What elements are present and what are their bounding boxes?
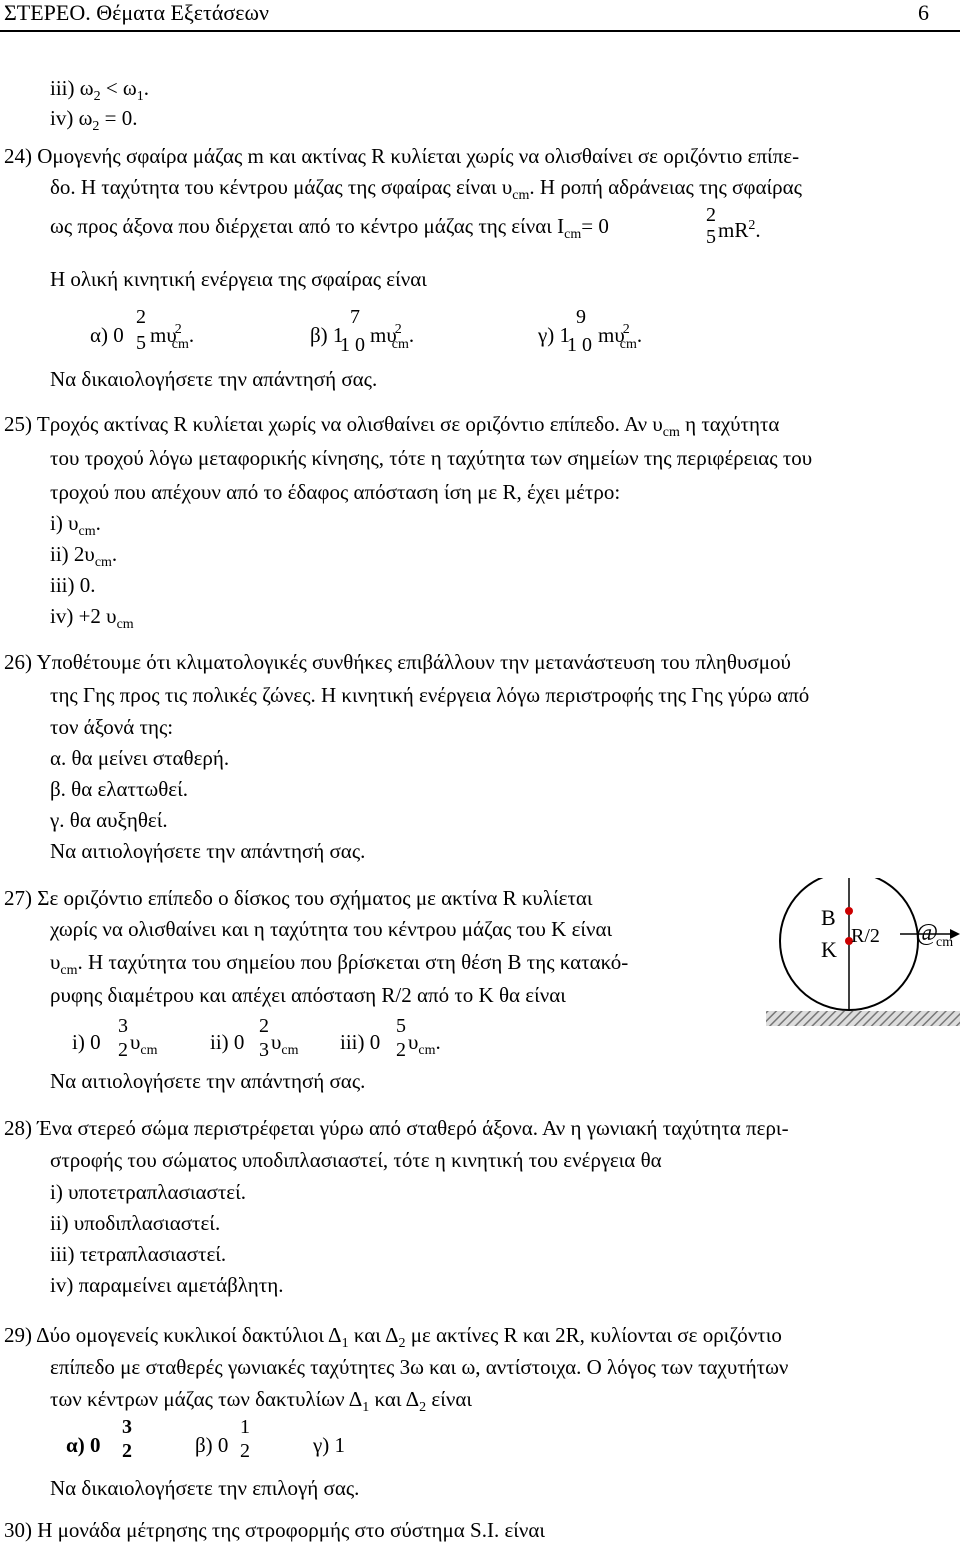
q24-option-b: β) 1 xyxy=(310,323,344,347)
q27-disc-figure xyxy=(764,878,960,1026)
q25-line-3: τροχού που απέχουν από το έδαφος απόσταση ίση με R, έχει μέτρο: xyxy=(50,480,621,504)
q28-line-2: στροφής του σώματος υποδιπλασιαστεί, τότε η κινητική του ενέργεια θα xyxy=(50,1148,662,1172)
q27-iii-tail: $\upsilon_{cm}$. xyxy=(408,1030,441,1059)
q24-b-den: 1 0 xyxy=(340,334,365,356)
q27-line-2: χωρίς να ολισθαίνει και η ταχύτητα του κέντρου μάζας του Κ είναι xyxy=(50,917,613,941)
q27-line-4: ρυφης διαμέτρου και απέχει απόσταση R/2 από το Κ θα είναι xyxy=(50,983,566,1007)
q28-option-iii: iii) τετραπλασιαστεί. xyxy=(50,1242,227,1266)
q24-frac-den-5: 5 xyxy=(706,226,716,248)
q28-line-1: 28) Ένα στερεό σώμα περιστρέφεται γύρω από σταθερό άξονα. Αν η γωνιακή ταχύτητα περι- xyxy=(4,1116,789,1140)
page-number: 6 xyxy=(918,0,929,25)
q24-a-den: 5 xyxy=(136,332,146,354)
q29-line-2: επίπεδο με σταθερές γωνιακές ταχύτητες 3ω και ω, αντίστοιχα. Ο λόγος των ταχυτήτων xyxy=(50,1355,789,1379)
q24-c-num: 9 xyxy=(576,306,586,328)
q27-option-ii: ii) 0 xyxy=(210,1030,245,1054)
q27-ii-tail: $\upsilon_{cm}$ xyxy=(271,1030,299,1059)
label-velocity-symbol: @ xyxy=(916,920,939,946)
q24-line-4: Η ολική κινητική ενέργεια της σφαίρας είναι xyxy=(50,267,427,291)
ground-surface xyxy=(766,1011,960,1026)
page-header-title: ΣΤΕΡΕΟ. Θέματα Εξετάσεων xyxy=(4,0,269,25)
q28-option-iv: iv) παραμείνει αμετάβλητη. xyxy=(50,1273,284,1297)
q25-option-i: i) $\upsilon_{cm}$. xyxy=(50,511,101,540)
q29-a-den: 2 xyxy=(122,1440,132,1462)
q27-i-tail: $\upsilon_{cm}$ xyxy=(130,1030,158,1059)
q25-option-ii: ii) $2\upsilon_{cm}$. xyxy=(50,542,118,571)
q29-option-b: β) 0 xyxy=(195,1433,229,1457)
header-rule xyxy=(0,30,960,32)
q29-line-3: των κέντρων μάζας των δακτυλίων $\Delta_1$ και $\Delta_2$ είναι xyxy=(50,1387,473,1416)
q26-option-a: α. θα μείνει σταθερή. xyxy=(50,746,230,770)
q24-frac-num-2: 2 xyxy=(706,204,716,226)
label-b: B xyxy=(821,905,836,930)
label-velocity-cm: cm xyxy=(936,935,954,950)
q29-b-den: 2 xyxy=(240,1440,250,1462)
label-k: K xyxy=(821,937,837,962)
q25-line-1: 25) Τροχός ακτίνας R κυλίεται χωρίς να ολισθαίνει σε οριζόντιο επίπεδο. Αν $\upsilon_{cm}$ η ταχύτητα xyxy=(4,412,780,441)
q29-b-num: 1 xyxy=(240,1416,250,1438)
prev-option-iii: iii) $\omega_2 < \omega_1$. xyxy=(50,76,149,105)
q24-justify: Να δικαιολογήσετε την απάντησή σας. xyxy=(50,367,378,391)
q24-c-tail: $m\upsilon^2_{cm}$. xyxy=(598,322,643,352)
q26-line-3: τον άξονά της: xyxy=(50,715,174,739)
q29-option-c: γ) 1 xyxy=(313,1433,346,1457)
q27-line-3: $\upsilon_{cm}$. Η ταχύτητα του σημείου που βρίσκεται στη θέση Β της κατακό- xyxy=(50,950,629,979)
q27-justify: Να αιτιολογήσετε την απάντησή σας. xyxy=(50,1069,366,1093)
q27-ii-num: 2 xyxy=(259,1015,269,1037)
q27-iii-num: 5 xyxy=(396,1015,406,1037)
q24-option-a: α) 0 xyxy=(90,323,124,347)
q29-option-a: α) 0 xyxy=(66,1433,101,1457)
q27-option-iii: iii) 0 xyxy=(340,1030,381,1054)
q27-i-den: 2 xyxy=(118,1039,128,1061)
point-b-marker xyxy=(845,907,853,915)
q25-option-iv: iv) +2 $\upsilon_{cm}$ xyxy=(50,604,134,633)
q29-a-num: 3 xyxy=(122,1416,132,1438)
q27-i-num: 3 xyxy=(118,1015,128,1037)
q26-option-b: β. θα ελαττωθεί. xyxy=(50,777,188,801)
q24-a-num: 2 xyxy=(136,306,146,328)
q24-inertia-tail: $mR^2$. xyxy=(718,218,761,242)
q24-option-c: γ) 1 xyxy=(538,323,571,347)
q26-line-2: της Γης προς τις πολικές ζώνες. Η κινητική ενέργεια λόγω περιστροφής της Γης γύρω από xyxy=(50,683,810,707)
q24-c-den: 1 0 xyxy=(567,334,592,356)
q24-a-tail: $m\upsilon^2_{cm}$. xyxy=(150,322,195,352)
q24-line-1: 24) Ομογενής σφαίρα μάζας m και ακτίνας R κυλίεται χωρίς να ολισθαίνει σε οριζόντιο επίπε- xyxy=(4,144,800,168)
label-r-half: R/2 xyxy=(851,925,880,947)
q28-option-i: i) υποτετραπλασιαστεί. xyxy=(50,1180,246,1204)
q28-option-ii: ii) υποδιπλασιαστεί. xyxy=(50,1211,221,1235)
q29-justify: Να δικαιολογήσετε την επιλογή σας. xyxy=(50,1476,360,1500)
q27-ii-den: 3 xyxy=(259,1039,269,1061)
q25-line-2: του τροχού λόγω μεταφορικής κίνησης, τότε η ταχύτητα των σημείων της περιφέρειας του xyxy=(50,446,813,470)
q24-line-3: ως προς άξονα που διέρχεται από το κέντρο μάζας της είναι $I_{cm}= 0$ xyxy=(50,214,609,243)
q27-option-i: i) 0 xyxy=(72,1030,101,1054)
prev-option-iv: iv) $\omega_2 = 0$. xyxy=(50,106,138,135)
q26-justify: Να αιτιολογήσετε την απάντησή σας. xyxy=(50,839,366,863)
q24-b-num: 7 xyxy=(350,306,360,328)
q26-option-c: γ. θα αυξηθεί. xyxy=(50,808,168,832)
q25-option-iii: iii) 0. xyxy=(50,573,96,597)
q27-line-1: 27) Σε οριζόντιο επίπεδο ο δίσκος του σχήματος με ακτίνα R κυλίεται xyxy=(4,886,593,910)
q24-line-2: δο. Η ταχύτητα του κέντρου μάζας της σφαίρας είναι $\upsilon_{cm}$. Η ροπή αδράνειας της σφαίρας xyxy=(50,175,802,204)
q30-line-1: 30) Η μονάδα μέτρησης της στροφορμής στο σύστημα S.I. είναι xyxy=(4,1518,546,1542)
q26-line-1: 26) Υποθέτουμε ότι κλιματολογικές συνθήκες επιβάλλουν την μετανάστευση του πληθυσμού xyxy=(4,650,791,674)
q29-line-1: 29) Δύο ομογενείς κυκλικοί δακτύλιοι $\Delta_1$ και $\Delta_2$ με ακτίνες R και 2R, κυλίονται σε οριζόντιο xyxy=(4,1323,782,1352)
q24-b-tail: $m\upsilon^2_{cm}$. xyxy=(370,322,415,352)
q27-iii-den: 2 xyxy=(396,1039,406,1061)
